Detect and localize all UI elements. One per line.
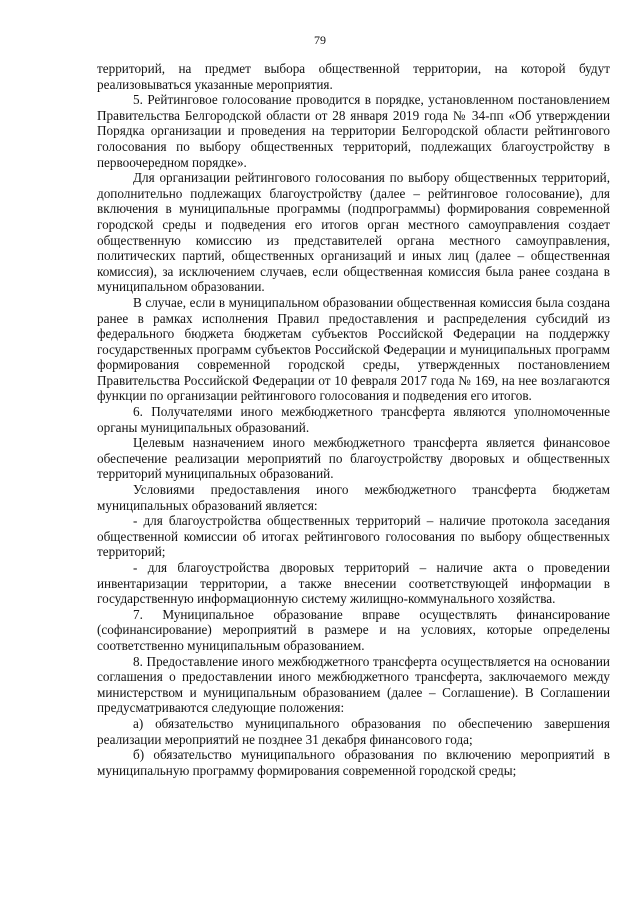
document-body: [97, 61, 610, 778]
list-item: - для благоустройства общественных территорий – наличие протокола заседания общественной комиссии об итогах рейтингового голосования по выбору общественных территорий;: [97, 513, 610, 560]
list-item: - для благоустройства дворовых территорий – наличие акта о проведении инвентаризации территории, а также внесении соответствующей информации в государственную информационную систему жилищно-коммунального хозяйства.: [97, 560, 610, 607]
paragraph: 6. Получателями иного межбюджетного трансферта являются уполномоченные органы муниципальных образований.: [97, 404, 610, 435]
page-number: 79: [314, 33, 326, 47]
paragraph: Условиями предоставления иного межбюджетного трансферта бюджетам муниципальных образований является:: [97, 482, 610, 513]
paragraph: 7. Муниципальное образование вправе осуществлять финансирование (софинансирование) мероприятий в размере и на условиях, которые определены соответственно муниципальным образованием.: [97, 606, 610, 653]
list-item: а) обязательство муниципального образования по обеспечению завершения реализации мероприятий не позднее 31 декабря финансового года;: [97, 715, 610, 747]
paragraph: территорий, на предмет выбора общественной территории, на которой будут реализовываться указанные мероприятия.: [97, 61, 610, 92]
paragraph: Для организации рейтингового голосования по выбору общественных территорий, дополнительно подлежащих благоустройству (далее – рейтинговое голосование), для включения в муниципальные программы (подпрограммы) формирования современной городской среды и подведения его итогов орган местного самоуправления создает общественную комиссию из представителей органа местного самоуправления, политических партий, общественных организаций и иных лиц (далее – общественная комиссия), за исключением случаев, если общественная комиссия была ранее создана в муниципальном образовании.: [97, 170, 610, 295]
list-item: б) обязательство муниципального образования по включению мероприятий в муниципальную программу формирования современной городской среды;: [97, 747, 610, 778]
paragraph: Целевым назначением иного межбюджетного трансферта является финансовое обеспечение реализации мероприятий по благоустройству дворовых и общественных территорий муниципальных образований.: [97, 435, 610, 482]
paragraph: 8. Предоставление иного межбюджетного трансферта осуществляется на основании соглашения о предоставлении иного межбюджетного трансферта, заключаемого между министерством и муниципальным образованием (далее – Соглашение). В Соглашении предусматриваются следующие положения:: [97, 653, 610, 716]
paragraph: 5. Рейтинговое голосование проводится в порядке, установленном постановлением Правительства Белгородской области от 28 января 2019 года № 34-пп «Об утверждении Порядка организации и проведения на территории Белгородской области рейтингового голосования по выбору общественных территорий, подлежащих благоустройству в первоочередном порядке».: [97, 92, 610, 170]
paragraph: В случае, если в муниципальном образовании общественная комиссия была создана ранее в рамках исполнения Правил предоставления и распределения субсидий из федерального бюджета бюджетам субъектов Российской Федерации на поддержку государственных программ субъектов Российской Федерации и муниципальных программ формирования современной городской среды, утвержденных постановлением Правительства Российской Федерации от 10 февраля 2017 года № 169, на нее возлагаются функции по организации рейтингового голосования и подведения его итогов.: [97, 294, 610, 404]
